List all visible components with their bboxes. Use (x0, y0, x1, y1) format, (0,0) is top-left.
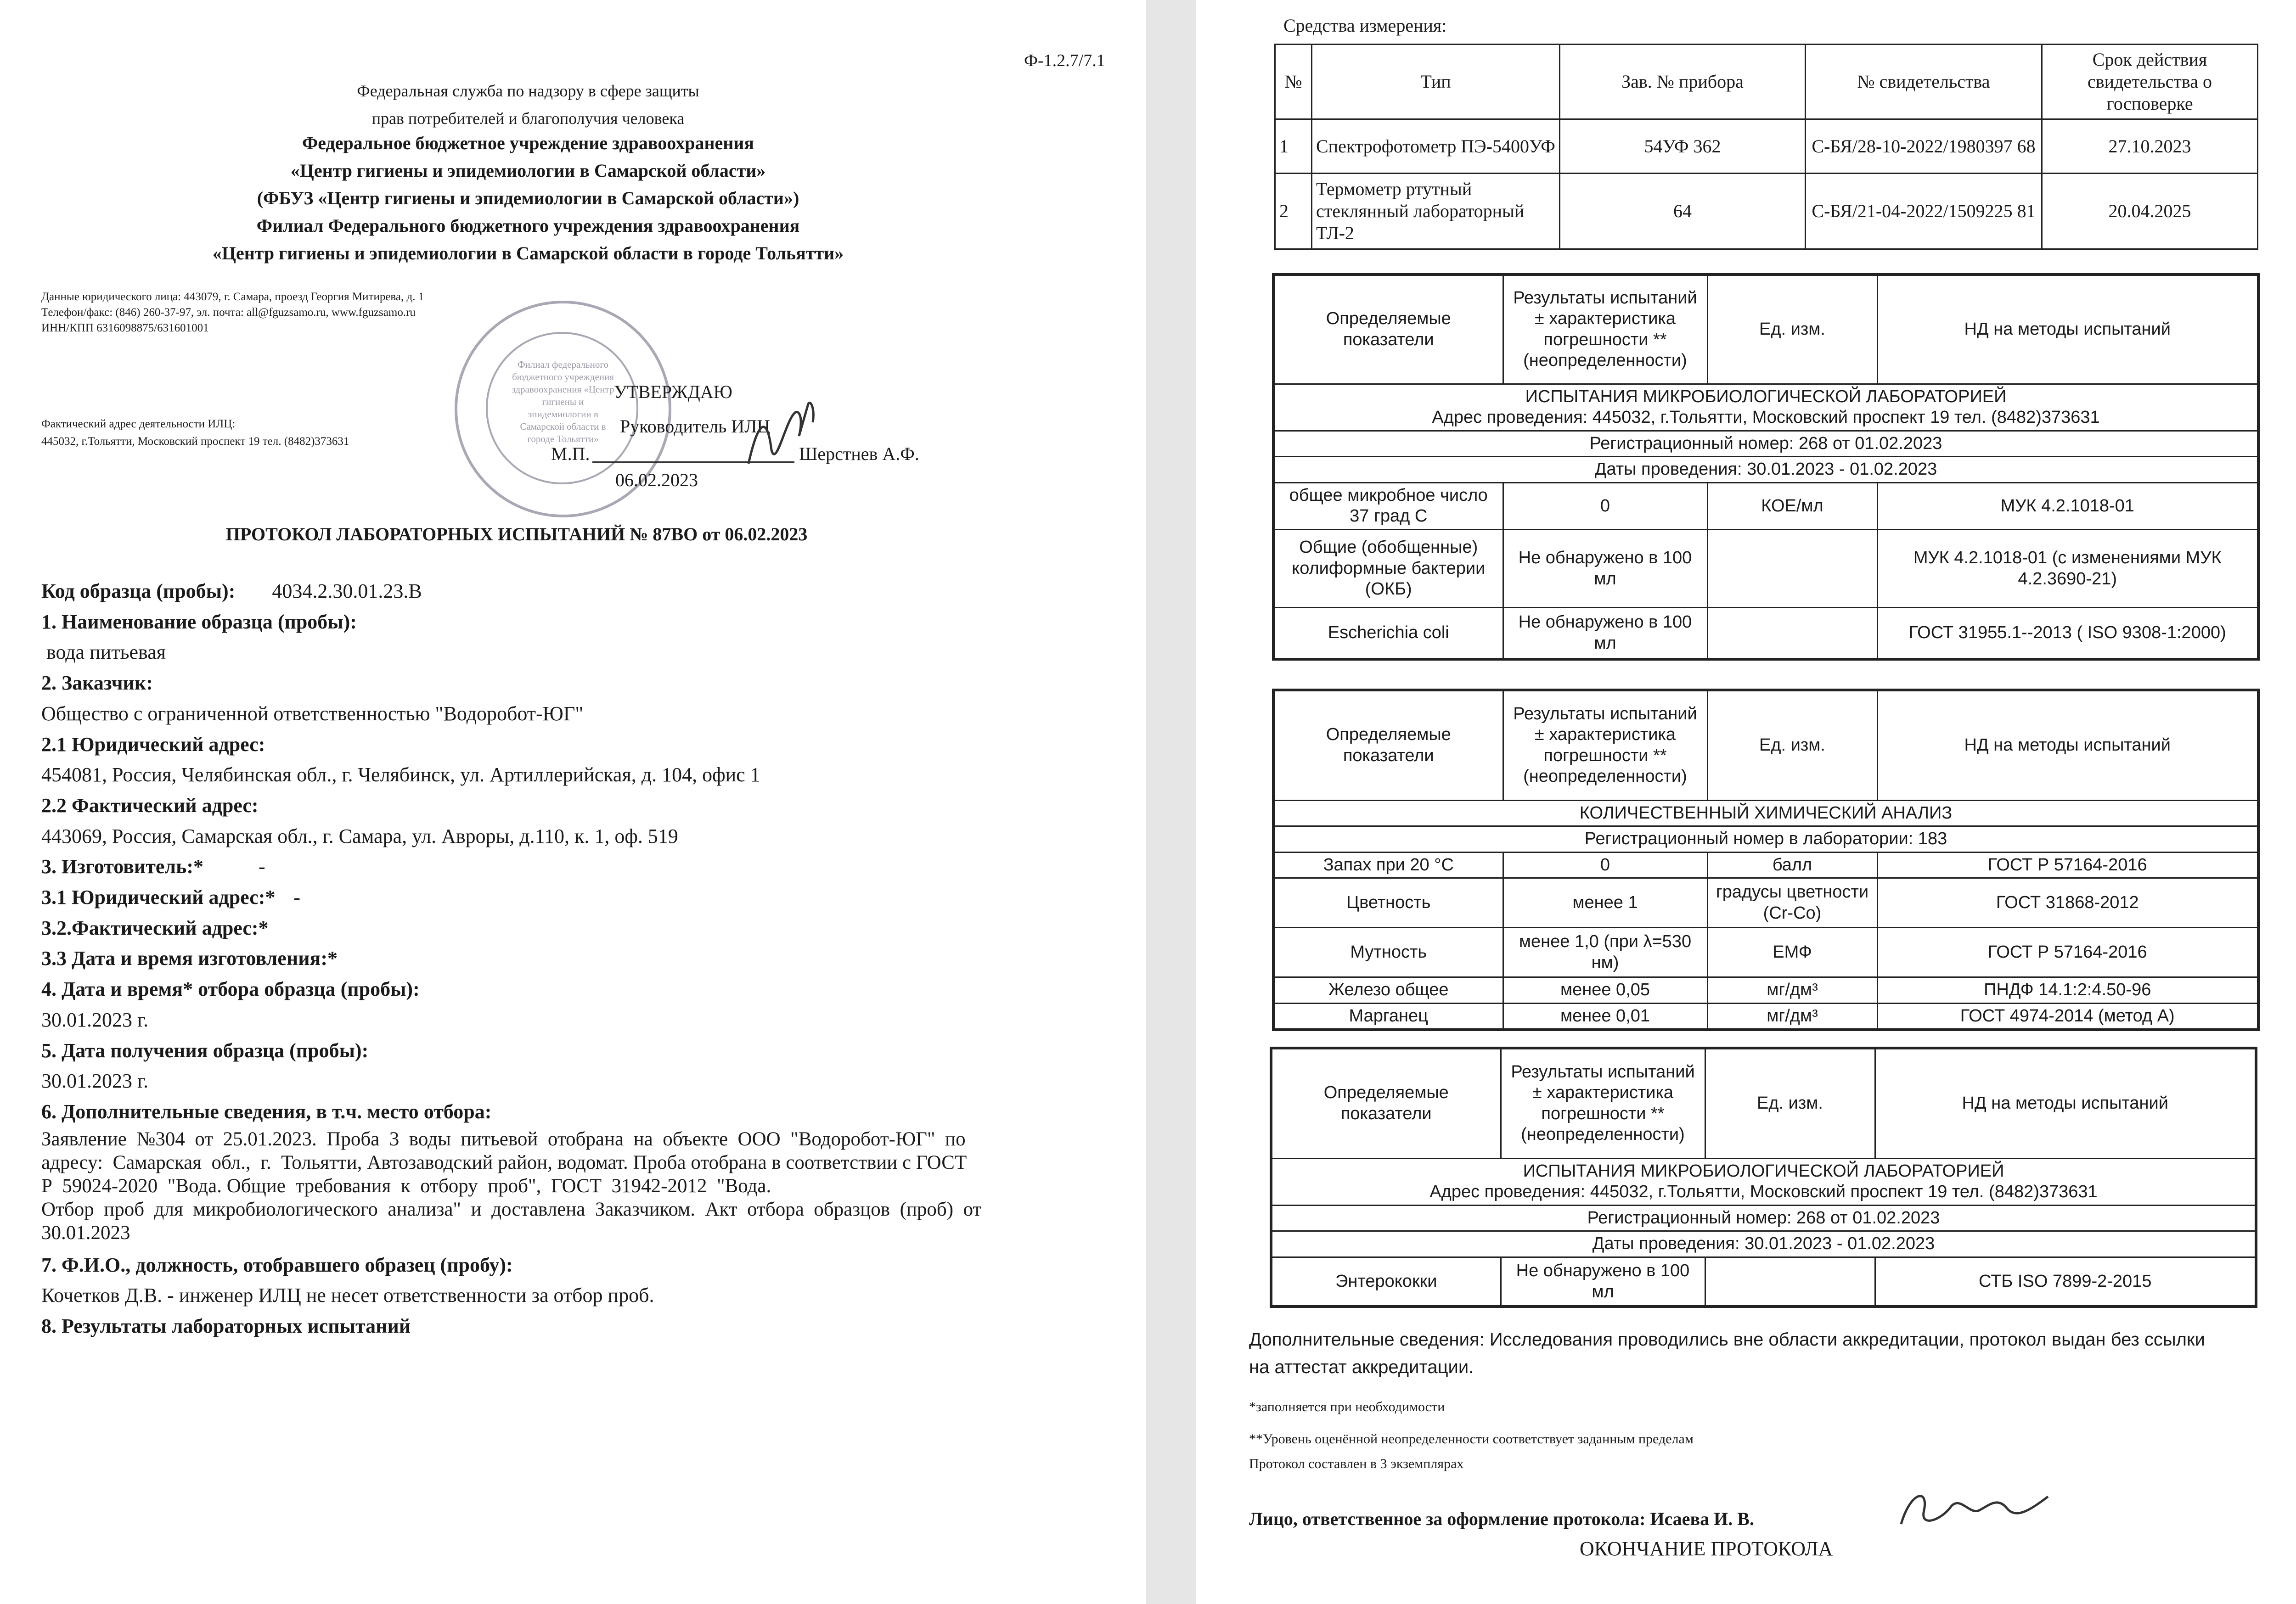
receipt-date-value: 30.01.2023 г. (41, 1070, 149, 1093)
result-header: Ед. изм. (1707, 275, 1877, 384)
institution-line: (ФБУЗ «Центр гигиены и эпидемиологии в Самарской области») (257, 188, 799, 208)
agency-header (321, 77, 735, 132)
section-dates-row (1271, 1231, 2256, 1257)
manufacturer-label: 3. Изготовитель:* (41, 855, 204, 878)
institution-header (174, 129, 882, 267)
result-cell: КОЕ/мл (1707, 482, 1877, 529)
result-row (1273, 482, 2258, 529)
results-label: 8. Результаты лабораторных испытаний (41, 1315, 411, 1338)
section-title-row (1271, 1158, 2256, 1205)
footnote-2: **Уровень оценённой неопределенности соответствует заданным пределам (1249, 1431, 1694, 1447)
result-cell: Запах при 20 °С (1273, 852, 1503, 878)
section-title (1273, 384, 2258, 431)
micro-table-1-wrap (1272, 273, 2257, 661)
result-cell: ГОСТ Р 57164-2016 (1877, 928, 2258, 977)
result-cell: Escherichia coli (1273, 608, 1503, 659)
legal-entity-info (41, 289, 424, 336)
result-header: Ед. изм. (1705, 1048, 1875, 1158)
section-title: КОЛИЧЕСТВЕННЫЙ ХИМИЧЕСКИЙ АНАЛИЗ (1273, 800, 2258, 826)
sample-code-label: Код образца (пробы): (41, 580, 236, 602)
measure-table (1274, 44, 2258, 250)
result-header: НД на методы испытаний (1877, 690, 2258, 800)
section-dates-row (1273, 457, 2258, 483)
section-title (1271, 1158, 2256, 1205)
sample-name-value: вода питьевая (41, 641, 166, 664)
result-row (1273, 1003, 2258, 1030)
section-address: Адрес проведения: 445032, г.Тольятти, Московский проспект 19 тел. (8482)373631 (1429, 1182, 2098, 1202)
protocol-end: ОКОНЧАНИЕ ПРОТОКОЛА (1580, 1537, 1833, 1560)
sampler-label: 7. Ф.И.О., должность, отобравшего образец (пробу): (41, 1253, 513, 1276)
result-header: Определяемые показатели (1273, 275, 1503, 384)
institution-line: Федеральное бюджетное учреждение здравоохранения (302, 133, 754, 153)
measure-cell: 64 (1560, 174, 1806, 249)
protocol-title: ПРОТОКОЛ ЛАБОРАТОРНЫХ ИСПЫТАНИЙ № 87ВО от 06.02.2023 (225, 524, 808, 544)
result-row (1273, 928, 2258, 977)
result-header-row (1273, 690, 2258, 800)
actual-line: 445032, г.Тольятти, Московский проспект 19 тел. (8482)373631 (41, 435, 349, 448)
director-name: Шерстнев А.Ф. (799, 443, 919, 464)
agency-line: Федеральная служба по надзору в сфере защиты (357, 82, 699, 100)
result-header: НД на методы испытаний (1877, 275, 2258, 384)
extra-info-line: 30.01.2023 (41, 1222, 130, 1244)
result-cell: менее 1 (1503, 878, 1707, 928)
measure-header: Зав. № прибора (1560, 45, 1806, 119)
result-cell: Не обнаружено в 100 мл (1503, 608, 1707, 659)
result-cell: Не обнаружено в 100 мл (1503, 530, 1707, 608)
measure-cell: 2 (1275, 174, 1312, 249)
measure-header: Срок действия свидетельства о госповерке (2042, 45, 2258, 119)
micro-table-1 (1272, 273, 2260, 661)
result-cell: 0 (1503, 482, 1707, 529)
result-cell: Энтерококки (1271, 1257, 1501, 1307)
right-extra-line: Дополнительные сведения: Исследования проводились вне области аккредитации, протокол выдан без ссылки (1249, 1329, 2205, 1350)
result-header: Результаты испытаний ± характеристика погрешности **(неопределенности) (1503, 275, 1707, 384)
section-title-row (1273, 800, 2258, 826)
extra-info-line: Заявление №304 от 25.01.2023. Проба 3 воды питьевой отобрана на объекте ООО "Водоробот-ЮГ" по (41, 1128, 966, 1150)
legal-line: ИНН/КПП 6316098875/631601001 (41, 322, 209, 334)
result-row (1273, 852, 2258, 878)
result-header-row (1271, 1048, 2256, 1158)
section-title-text: ИСПЫТАНИЯ МИКРОБИОЛОГИЧЕСКОЙ ЛАБОРАТОРИЕЙ (1525, 387, 2007, 406)
result-cell: 0 (1503, 852, 1707, 878)
manufacturer-actual-label: 3.2.Фактический адрес:* (41, 916, 269, 939)
customer-label: 2. Заказчик: (41, 672, 153, 695)
measure-header-row (1275, 45, 2258, 119)
customer-value: Общество с ограниченной ответственностью "Водоробот-ЮГ" (41, 702, 584, 725)
protocol-body (41, 576, 1116, 1342)
legal-line: Данные юридического лица: 443079, г. Самара, проезд Георгия Митирева, д. 1 (41, 291, 424, 303)
result-cell: ЕМФ (1707, 928, 1877, 977)
result-header: Определяемые показатели (1273, 690, 1503, 800)
right-extra-line: на аттестат аккредитации. (1249, 1357, 1474, 1377)
result-cell: менее 0,05 (1503, 977, 1707, 1004)
sample-name-label: 1. Наименование образца (пробы): (41, 610, 357, 633)
result-cell: мг/дм³ (1707, 1003, 1877, 1030)
result-cell (1707, 608, 1877, 659)
result-header: НД на методы испытаний (1875, 1048, 2256, 1158)
result-cell: общее микробное число 37 град С (1273, 482, 1503, 529)
measure-cell: 27.10.2023 (2042, 119, 2258, 174)
measure-row (1275, 174, 2258, 249)
section-reg: Регистрационный номер: 268 от 01.02.2023 (1271, 1205, 2256, 1231)
measure-row (1275, 119, 2258, 174)
measure-cell: С-БЯ/28-10-2022/1980397 68 (1806, 119, 2042, 174)
director-signature (735, 395, 827, 477)
measure-caption: Средства измерения: (1283, 15, 1447, 36)
chem-table-wrap (1272, 689, 2257, 1031)
result-row (1273, 608, 2258, 659)
manufacturer-row (41, 852, 1116, 882)
section-title-text: ИСПЫТАНИЯ МИКРОБИОЛОГИЧЕСКОЙ ЛАБОРАТОРИЕЙ (1523, 1161, 2004, 1181)
result-row (1271, 1257, 2256, 1307)
customer-legal-address-value: 454081, Россия, Челябинская обл., г. Челябинск, ул. Артиллерийская, д. 104, офис 1 (41, 763, 760, 786)
result-cell: Не обнаружено в 100 мл (1501, 1257, 1705, 1307)
result-cell (1705, 1257, 1875, 1307)
agency-line: прав потребителей и благополучия человека (371, 109, 685, 128)
manufacturer-legal-label: 3.1 Юридический адрес:* (41, 886, 276, 909)
section-title-row (1273, 384, 2258, 431)
measure-header: Тип (1312, 45, 1560, 119)
section-reg-row (1273, 431, 2258, 457)
result-cell: МУК 4.2.1018-01 (с изменениями МУК 4.2.3690-21) (1877, 530, 2258, 608)
result-row (1273, 878, 2258, 928)
responsible-signature (1892, 1483, 2057, 1538)
sample-code-value: 4034.2.30.01.23.В (272, 580, 422, 602)
institution-line: «Центр гигиены и эпидемиологии в Самарской области в городе Тольятти» (212, 243, 844, 264)
result-cell: ГОСТ Р 57164-2016 (1877, 852, 2258, 878)
form-code: Ф-1.2.7/7.1 (1024, 51, 1105, 70)
section-reg: Регистрационный номер в лаборатории: 183 (1273, 826, 2258, 852)
result-cell (1707, 530, 1877, 608)
section-reg: Регистрационный номер: 268 от 01.02.2023 (1273, 431, 2258, 457)
approve-title: УТВЕРЖДАЮ (614, 381, 732, 402)
result-row (1273, 530, 2258, 608)
chem-table (1272, 689, 2260, 1031)
result-cell: менее 0,01 (1503, 1003, 1707, 1030)
sampling-date-value: 30.01.2023 г. (41, 1008, 149, 1031)
actual-address-info (41, 415, 349, 450)
manufacturer-value: - (259, 855, 265, 878)
sampler-value: Кочетков Д.В. - инженер ИЛЦ не несет ответственности за отбор проб. (41, 1284, 654, 1307)
measure-cell: 20.04.2025 (2042, 174, 2258, 249)
measure-cell: 54УФ 362 (1560, 119, 1806, 174)
result-cell: СТБ ISO 7899-2-2015 (1875, 1257, 2256, 1307)
result-cell: Общие (обобщенные) колиформные бактерии (ОКБ) (1273, 530, 1503, 608)
result-header-row (1273, 275, 2258, 384)
result-cell: Мутность (1273, 928, 1503, 977)
customer-legal-address-label: 2.1 Юридический адрес: (41, 733, 265, 756)
extra-info-line: адресу: Самарская обл., г. Тольятти, Автозаводский район, водомат. Проба отобрана в соответствии с ГОСТ (41, 1151, 967, 1173)
manufacturer-legal-value: - (293, 886, 301, 909)
result-cell: менее 1,0 (при λ=530 нм) (1503, 928, 1707, 977)
result-header: Определяемые показатели (1271, 1048, 1501, 1158)
result-cell: ГОСТ 31955.1--2013 ( ISO 9308-1:2000) (1877, 608, 2258, 659)
institution-line: Филиал Федерального бюджетного учреждения здравоохранения (256, 215, 800, 236)
measure-cell: 1 (1275, 119, 1312, 174)
measure-cell: Спектрофотометр ПЭ-5400УФ (1312, 119, 1560, 174)
measure-header: № (1275, 45, 1312, 119)
sample-code-row (41, 576, 1116, 607)
result-cell: балл (1707, 852, 1877, 878)
extra-info-line: Р 59024-2020 "Вода. Общие требования к отбору проб", ГОСТ 31942-2012 "Вода. (41, 1175, 771, 1197)
section-dates: Даты проведения: 30.01.2023 - 01.02.2023 (1273, 457, 2258, 483)
result-cell: Цветность (1273, 878, 1503, 928)
footnote-1: *заполняется при необходимости (1249, 1399, 1445, 1414)
customer-actual-address-value: 443069, Россия, Самарская обл., г. Самара, ул. Авроры, д.110, к. 1, оф. 519 (41, 824, 678, 847)
section-dates: Даты проведения: 30.01.2023 - 01.02.2023 (1271, 1231, 2256, 1257)
result-header: Результаты испытаний ± характеристика погрешности **(неопределенности) (1501, 1048, 1705, 1158)
extra-info-text (41, 1127, 1116, 1245)
section-reg-row (1273, 826, 2258, 852)
section-reg-row (1271, 1205, 2256, 1231)
stamp-text: Филиал федерального бюджетного учреждения здравоохранения «Центр гигиены и эпидемиологии в Самарской области в городе Тольятти» (512, 359, 614, 444)
approve-date: 06.02.2023 (615, 470, 698, 490)
result-cell: ПНДФ 14.1:2:4.50-96 (1877, 977, 2258, 1004)
stamp-place-label: М.П. (551, 443, 590, 464)
extra-info-label: 6. Дополнительные сведения, в т.ч. место отбора: (41, 1100, 492, 1123)
result-cell: градусы цветности (Cr-Co) (1707, 878, 1877, 928)
micro-table-2 (1270, 1047, 2257, 1308)
result-row (1273, 977, 2258, 1004)
measure-table-wrap (1274, 44, 2257, 250)
result-cell: ГОСТ 31868-2012 (1877, 878, 2258, 928)
manufacturer-legal-row (41, 882, 1116, 913)
responsible-person: Лицо, ответственное за оформление протокола: Исаева И. В. (1249, 1509, 1754, 1529)
result-cell: Железо общее (1273, 977, 1503, 1004)
result-cell: ГОСТ 4974-2014 (метод А) (1877, 1003, 2258, 1030)
actual-line: Фактический адрес деятельности ИЛЦ: (41, 418, 236, 430)
result-header: Ед. изм. (1707, 690, 1877, 800)
customer-actual-address-label: 2.2 Фактический адрес: (41, 794, 259, 817)
measure-cell: С-БЯ/21-04-2022/1509225 81 (1806, 174, 2042, 249)
measure-cell: Термометр ртутный стеклянный лабораторный ТЛ-2 (1312, 174, 1560, 249)
result-cell: мг/дм³ (1707, 977, 1877, 1004)
micro-table-2-wrap (1270, 1047, 2255, 1308)
measure-header: № свидетельства (1806, 45, 2042, 119)
sampling-date-label: 4. Дата и время* отбора образца (пробы): (41, 978, 420, 1001)
result-header: Результаты испытаний ± характеристика погрешности **(неопределенности) (1503, 690, 1707, 800)
result-cell: МУК 4.2.1018-01 (1877, 482, 2258, 529)
result-cell: Марганец (1273, 1003, 1503, 1030)
copies-note: Протокол составлен в 3 экземплярах (1249, 1456, 1464, 1471)
section-address: Адрес проведения: 445032, г.Тольятти, Московский проспект 19 тел. (8482)373631 (1432, 408, 2100, 427)
right-extra-info (1249, 1326, 2205, 1381)
manufacture-date-label: 3.3 Дата и время изготовления:* (41, 947, 338, 970)
approve-role: Руководитель ИЛЦ (620, 416, 771, 437)
receipt-date-label: 5. Дата получения образца (пробы): (41, 1039, 369, 1062)
extra-info-line: Отбор проб для микробиологического анализа" и доставлена Заказчиком. Акт отбора образцов (проб) от (41, 1198, 982, 1220)
institution-line: «Центр гигиены и эпидемиологии в Самарской области» (290, 160, 766, 181)
legal-line: Телефон/факс: (846) 260-37-97, эл. почта: all@fguzsamo.ru, www.fguzsamo.ru (41, 306, 416, 319)
left-page (0, 0, 1146, 1604)
